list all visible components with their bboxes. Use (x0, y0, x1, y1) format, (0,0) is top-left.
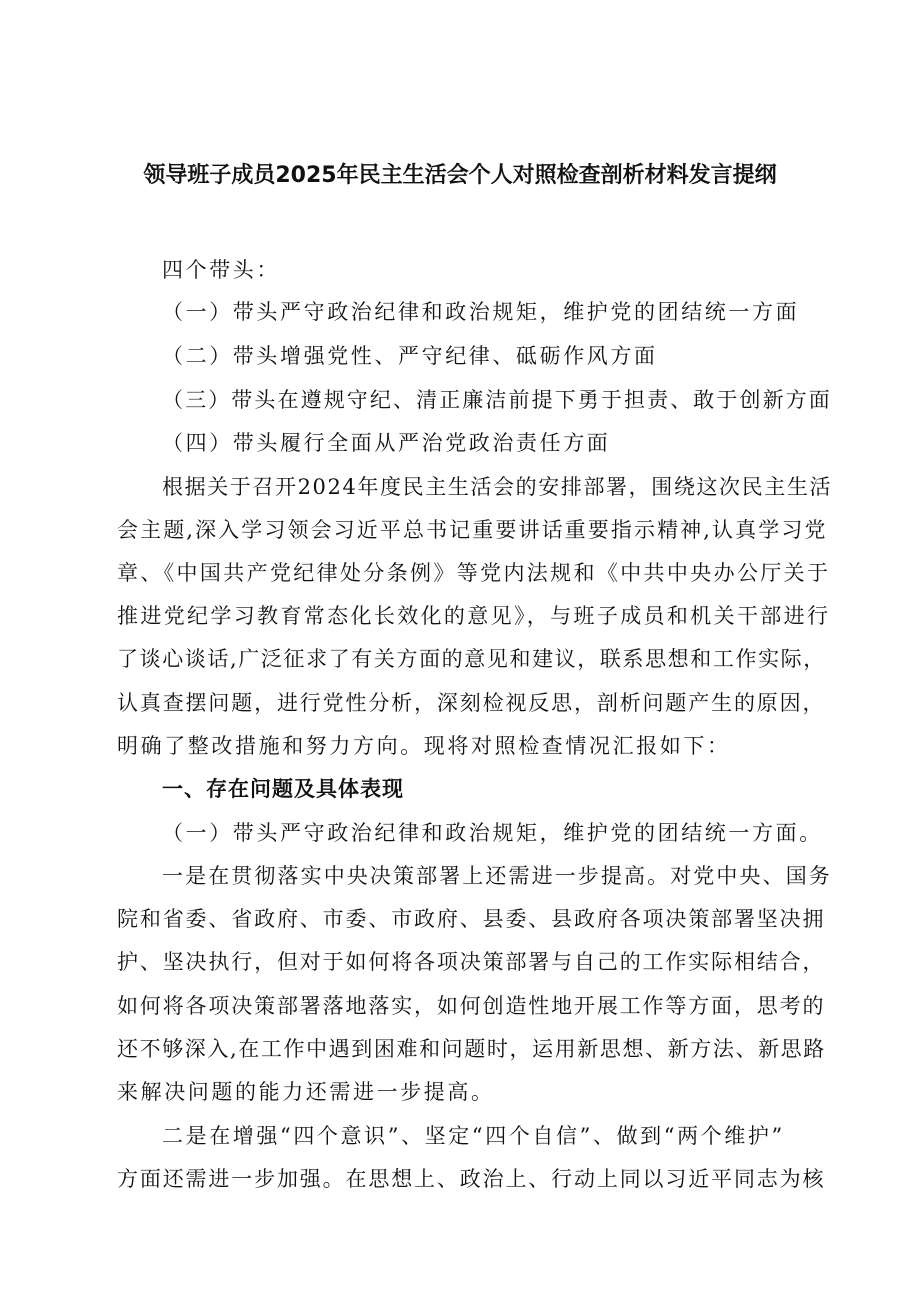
intro-label: 四个带头： (162, 258, 280, 282)
paragraph-1-line: 明确了整改措施和努力方向。现将对照检查情况汇报如下： (117, 734, 731, 758)
paragraph-2-line: 来解决问题的能力还需进一步提高。 (117, 1080, 495, 1104)
paragraph-2-line: 还不够深入,在工作中遇到困难和问题时，运用新思想、新方法、新思路 (117, 1037, 826, 1061)
paragraph-1-line: 认真查摆问题，进行党性分析，深刻检视反思，剖析问题产生的原因， (117, 691, 826, 715)
section-heading: 一、存在问题及具体表现 (162, 777, 404, 801)
paragraph-2-line: 一是在贯彻落实中央决策部署上还需进一步提高。对党中央、国务 (162, 864, 832, 888)
paragraph-1-line: 章、《中国共产党纪律处分条例》等党内法规和《中共中央办公厅关于 (117, 561, 831, 585)
paragraph-1-line: 会主题,深入学习领会习近平总书记重要讲话重要指示精神,认真学习党 (117, 518, 828, 542)
paragraph-3-line: 方面还需进一步加强。在思想上、政治上、行动上同以习近平同志为核 (117, 1167, 826, 1191)
paragraph-2-line: 护、坚决执行，但对于如何将各项决策部署与自己的工作实际相结合， (117, 950, 826, 974)
paragraph-1-line: 推进党纪学习教育常态化长效化的意见》，与班子成员和机关干部进行 (117, 604, 831, 628)
paragraph-1-line: 根据关于召开2024年度民主生活会的安排部署，围绕这次民主生活 (162, 475, 833, 499)
paragraph-3-line: 二是在增强“四个意识”、坚定“四个自信”、做到“两个维护” (162, 1124, 785, 1148)
list-item-4: （四）带头履行全面从严治党政治责任方面 (162, 431, 611, 455)
paragraph-2-line: 如何将各项决策部署落地落实，如何创造性地开展工作等方面，思考的 (117, 994, 826, 1018)
document-title: 领导班子成员2025年民主生活会个人对照检查剖析材料发言提纲 (143, 163, 777, 188)
list-item-2: （二）带头增强党性、严守纪律、砥砺作风方面 (162, 344, 658, 368)
list-item-3: （三）带头在遵规守纪、清正廉洁前提下勇于担责、敢于创新方面 (162, 388, 832, 412)
paragraph-2-line: 院和省委、省政府、市委、市政府、县委、县政府各项决策部署坚决拥 (117, 907, 826, 931)
subsection-heading: （一）带头严守政治纪律和政治规矩，维护党的团结统一方面。 (162, 821, 823, 845)
paragraph-1-line: 了谈心谈话,广泛征求了有关方面的意见和建议，联系思想和工作实际， (117, 647, 826, 671)
list-item-1: （一）带头严守政治纪律和政治规矩，维护党的团结统一方面 (162, 300, 800, 324)
